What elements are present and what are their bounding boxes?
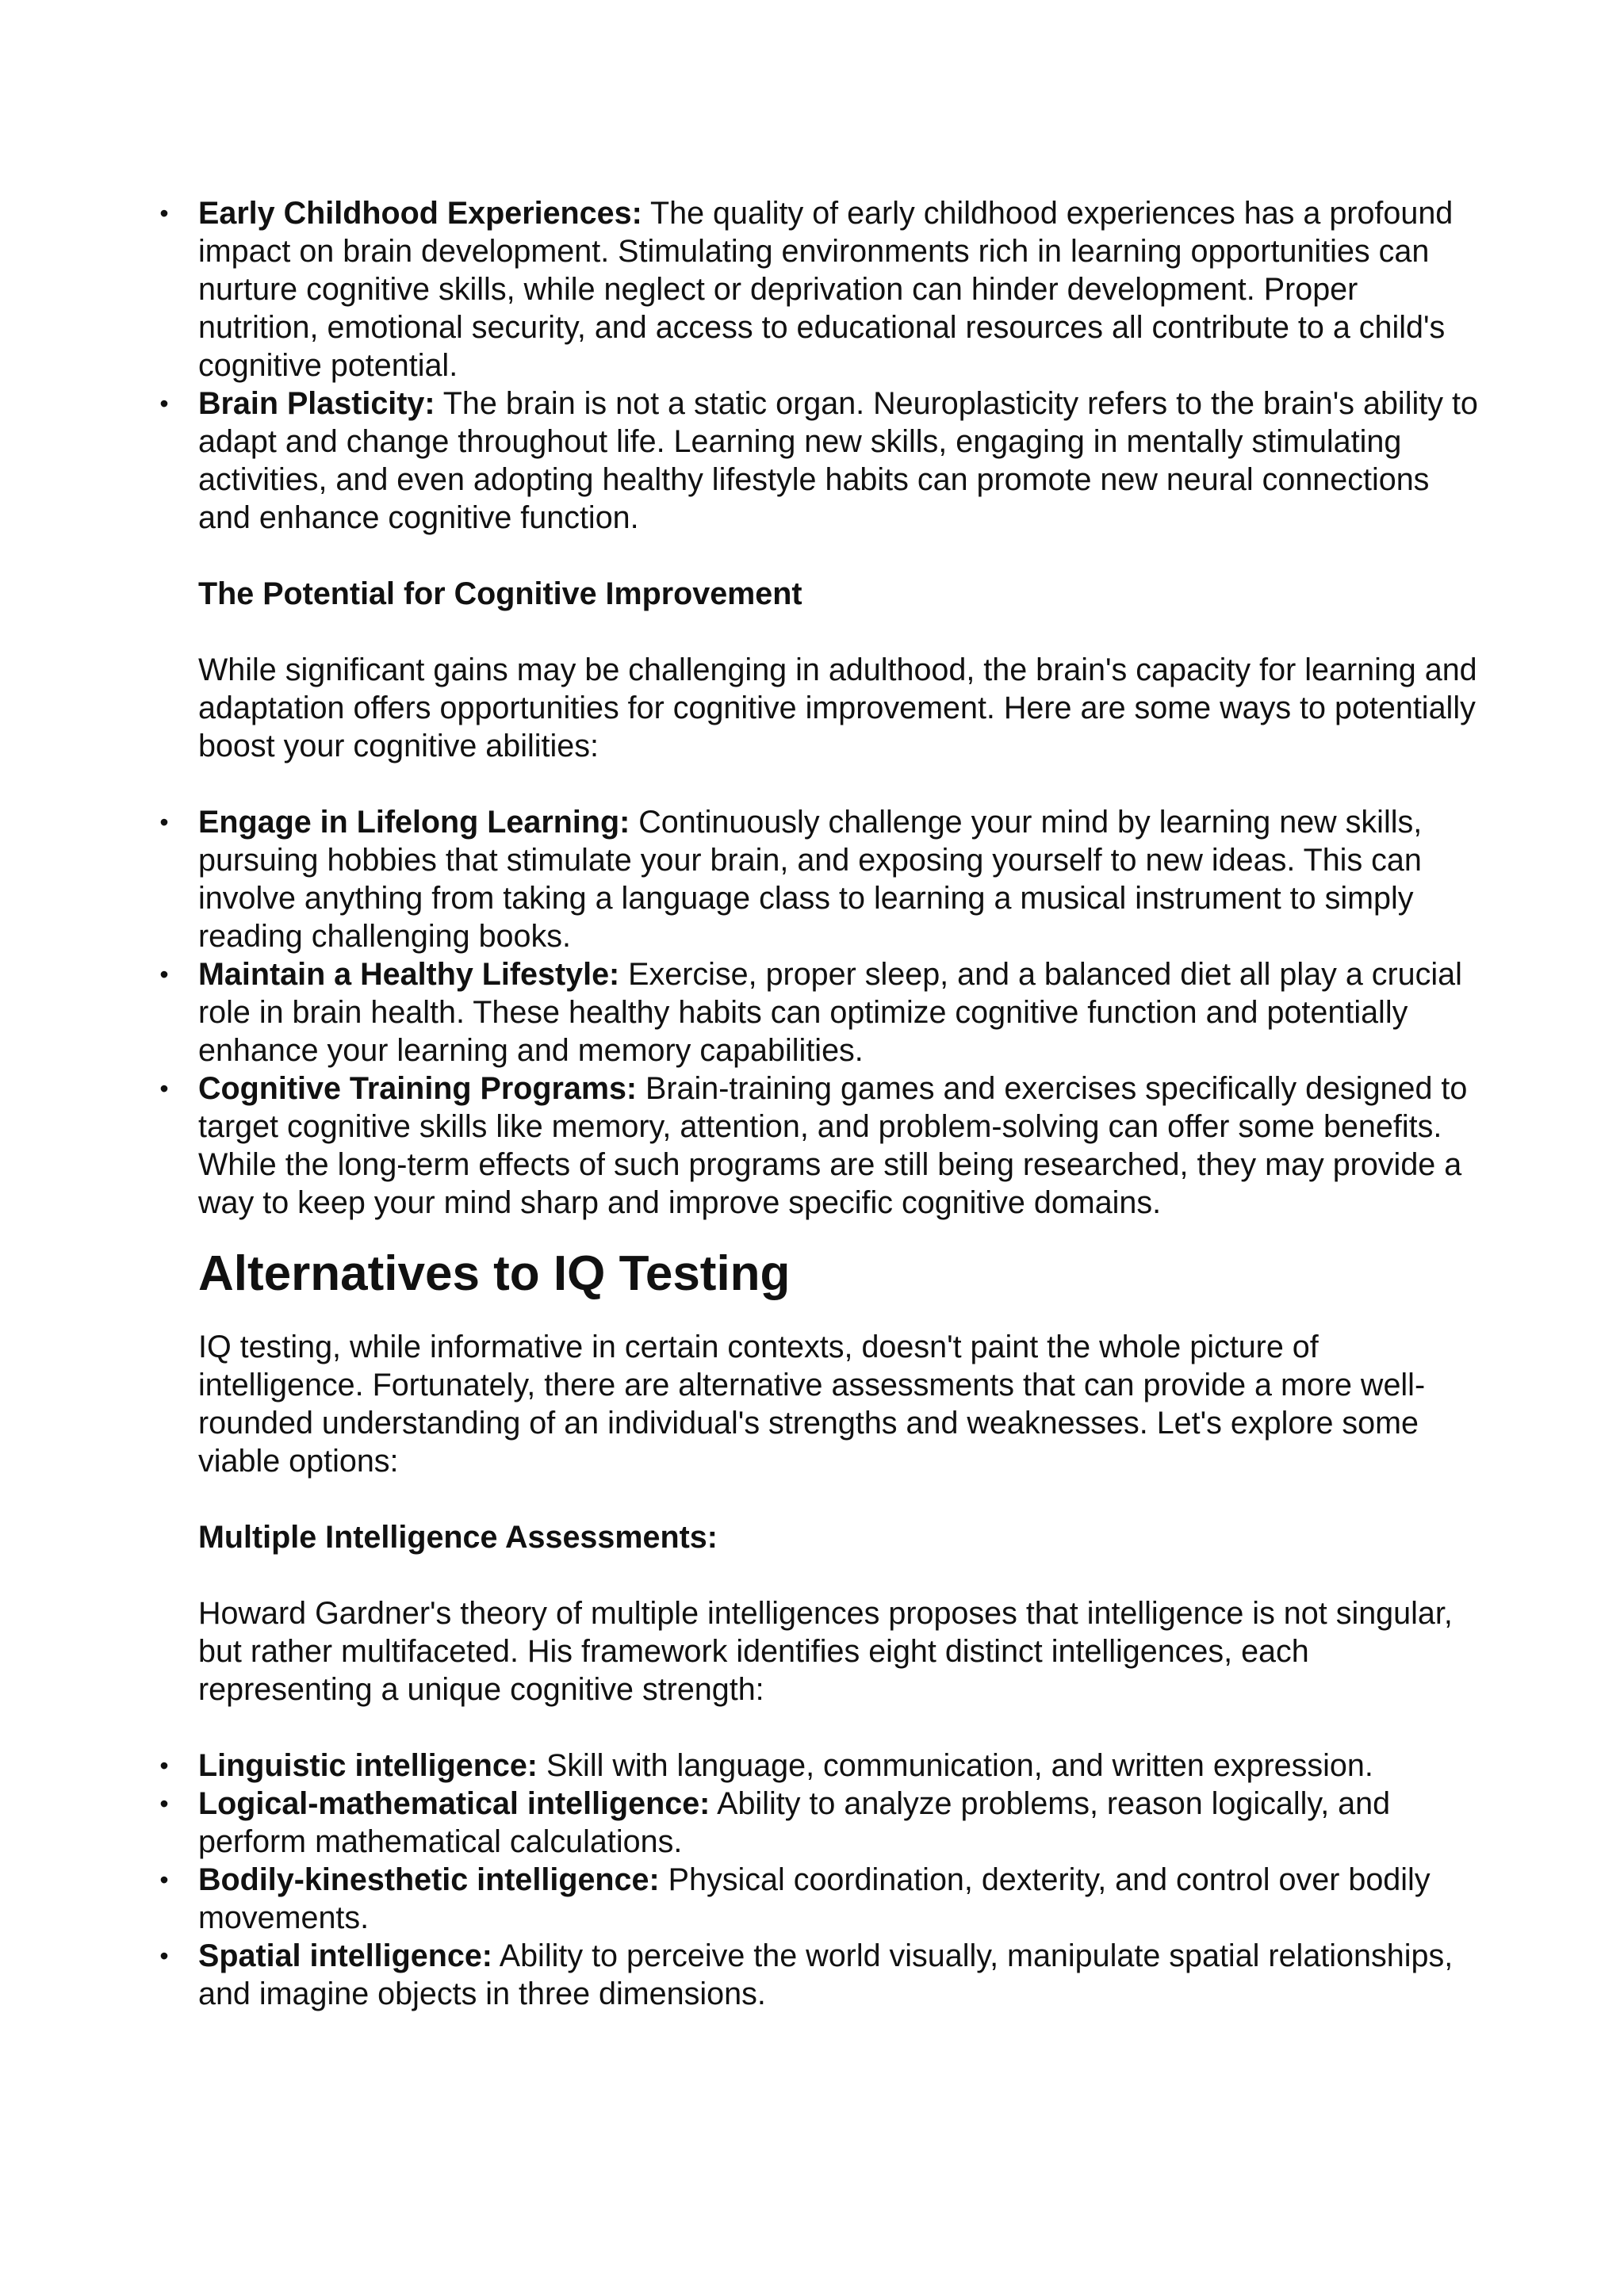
bullet-term: Logical-mathematical intelligence: xyxy=(198,1786,710,1821)
bullet-text: Brain-training games and exercises specifically designed to target cognitive skills like memory, attention, and problem-solving can offer some benefits. While the long-term effects of such programs are still being researched, they may provide a way to keep your mind sharp and improve specific cognitive domains. xyxy=(198,1071,1468,1220)
bullet-term: Cognitive Training Programs: xyxy=(198,1071,638,1106)
bullet-icon: • xyxy=(159,389,169,418)
section-subheading: The Potential for Cognitive Improvement xyxy=(198,576,802,611)
bullet-icon: • xyxy=(159,1942,169,1970)
bullet-term: Maintain a Healthy Lifestyle: xyxy=(198,957,620,992)
bullet-icon: • xyxy=(159,1751,169,1780)
bullet-icon: • xyxy=(159,1866,169,1894)
list-item xyxy=(159,803,1483,955)
bullet-text: The quality of early childhood experiences has a profound impact on brain development. Stimulating environments rich in learning opportunities can nurture cognitive skills, while neglect or deprivation can hinder development. Proper nutrition, emotional security, and access to educational resources all contribute to a child's cognitive potential. xyxy=(198,196,1454,383)
bullet-text: Ability to perceive the world visually, manipulate spatial relationships, and imagine objects in three dimensions. xyxy=(198,1938,1454,2011)
bullet-icon: • xyxy=(159,199,169,228)
bullet-list-intelligences xyxy=(159,1747,1483,2013)
bullet-text: Continuously challenge your mind by learning new skills, pursuing hobbies that stimulate your brain, and exposing yourself to new ideas. This can involve anything from taking a language class to learning a musical instrument to simply reading challenging books. xyxy=(198,805,1423,954)
list-item xyxy=(159,1747,1483,1785)
list-item xyxy=(159,1785,1483,1861)
bullet-list-factors xyxy=(159,194,1483,537)
bullet-term: Bodily-kinesthetic intelligence: xyxy=(198,1862,660,1897)
bullet-icon: • xyxy=(159,1789,169,1818)
bullet-term: Linguistic intelligence: xyxy=(198,1748,538,1783)
bullet-text: The brain is not a static organ. Neuroplasticity refers to the brain's ability to adapt and change throughout life. Learning new skills, engaging in mentally stimulating activities, and even adopting healthy lifestyle habits can promote new neural connections and enhance cognitive function. xyxy=(198,386,1478,535)
paragraph: While significant gains may be challenging in adulthood, the brain's capacity for learning and adaptation offers opportunities for cognitive improvement. Here are some ways to potentially boost your cognitive abilities: xyxy=(198,652,1477,763)
paragraph: Howard Gardner's theory of multiple intelligences proposes that intelligence is not singular, but rather multifaceted. His framework identifies eight distinct intelligences, each representing a unique cognitive strength: xyxy=(198,1596,1453,1707)
section-heading: Alternatives to IQ Testing xyxy=(198,1246,791,1301)
page-content xyxy=(159,194,1483,2013)
bullet-list-improvement xyxy=(159,803,1483,1222)
bullet-icon: • xyxy=(159,808,169,836)
bullet-icon: • xyxy=(159,960,169,989)
section-subheading: Multiple Intelligence Assessments: xyxy=(198,1520,718,1555)
paragraph: IQ testing, while informative in certain contexts, doesn't paint the whole picture of intelligence. Fortunately, there are alternative assessments that can provide a more well-rounded understanding of an individual's strengths and weaknesses. Let's explore some viable options: xyxy=(198,1330,1426,1479)
list-item xyxy=(159,1937,1483,2013)
bullet-term: Spatial intelligence: xyxy=(198,1938,492,1973)
bullet-term: Brain Plasticity: xyxy=(198,386,435,421)
list-item xyxy=(159,1070,1483,1222)
bullet-text: Exercise, proper sleep, and a balanced diet all play a crucial role in brain health. These healthy habits can optimize cognitive function and potentially enhance your learning and memory capabilities. xyxy=(198,957,1462,1068)
bullet-term: Engage in Lifelong Learning: xyxy=(198,805,630,840)
bullet-icon: • xyxy=(159,1074,169,1103)
bullet-text: Ability to analyze problems, reason logically, and perform mathematical calculations. xyxy=(198,1786,1391,1859)
list-item xyxy=(159,194,1483,385)
bullet-text: Skill with language, communication, and written expression. xyxy=(537,1748,1373,1783)
list-item xyxy=(159,385,1483,537)
bullet-text: Physical coordination, dexterity, and control over bodily movements. xyxy=(198,1862,1431,1935)
bullet-term: Early Childhood Experiences: xyxy=(198,196,642,231)
list-item xyxy=(159,1861,1483,1937)
list-item xyxy=(159,955,1483,1070)
